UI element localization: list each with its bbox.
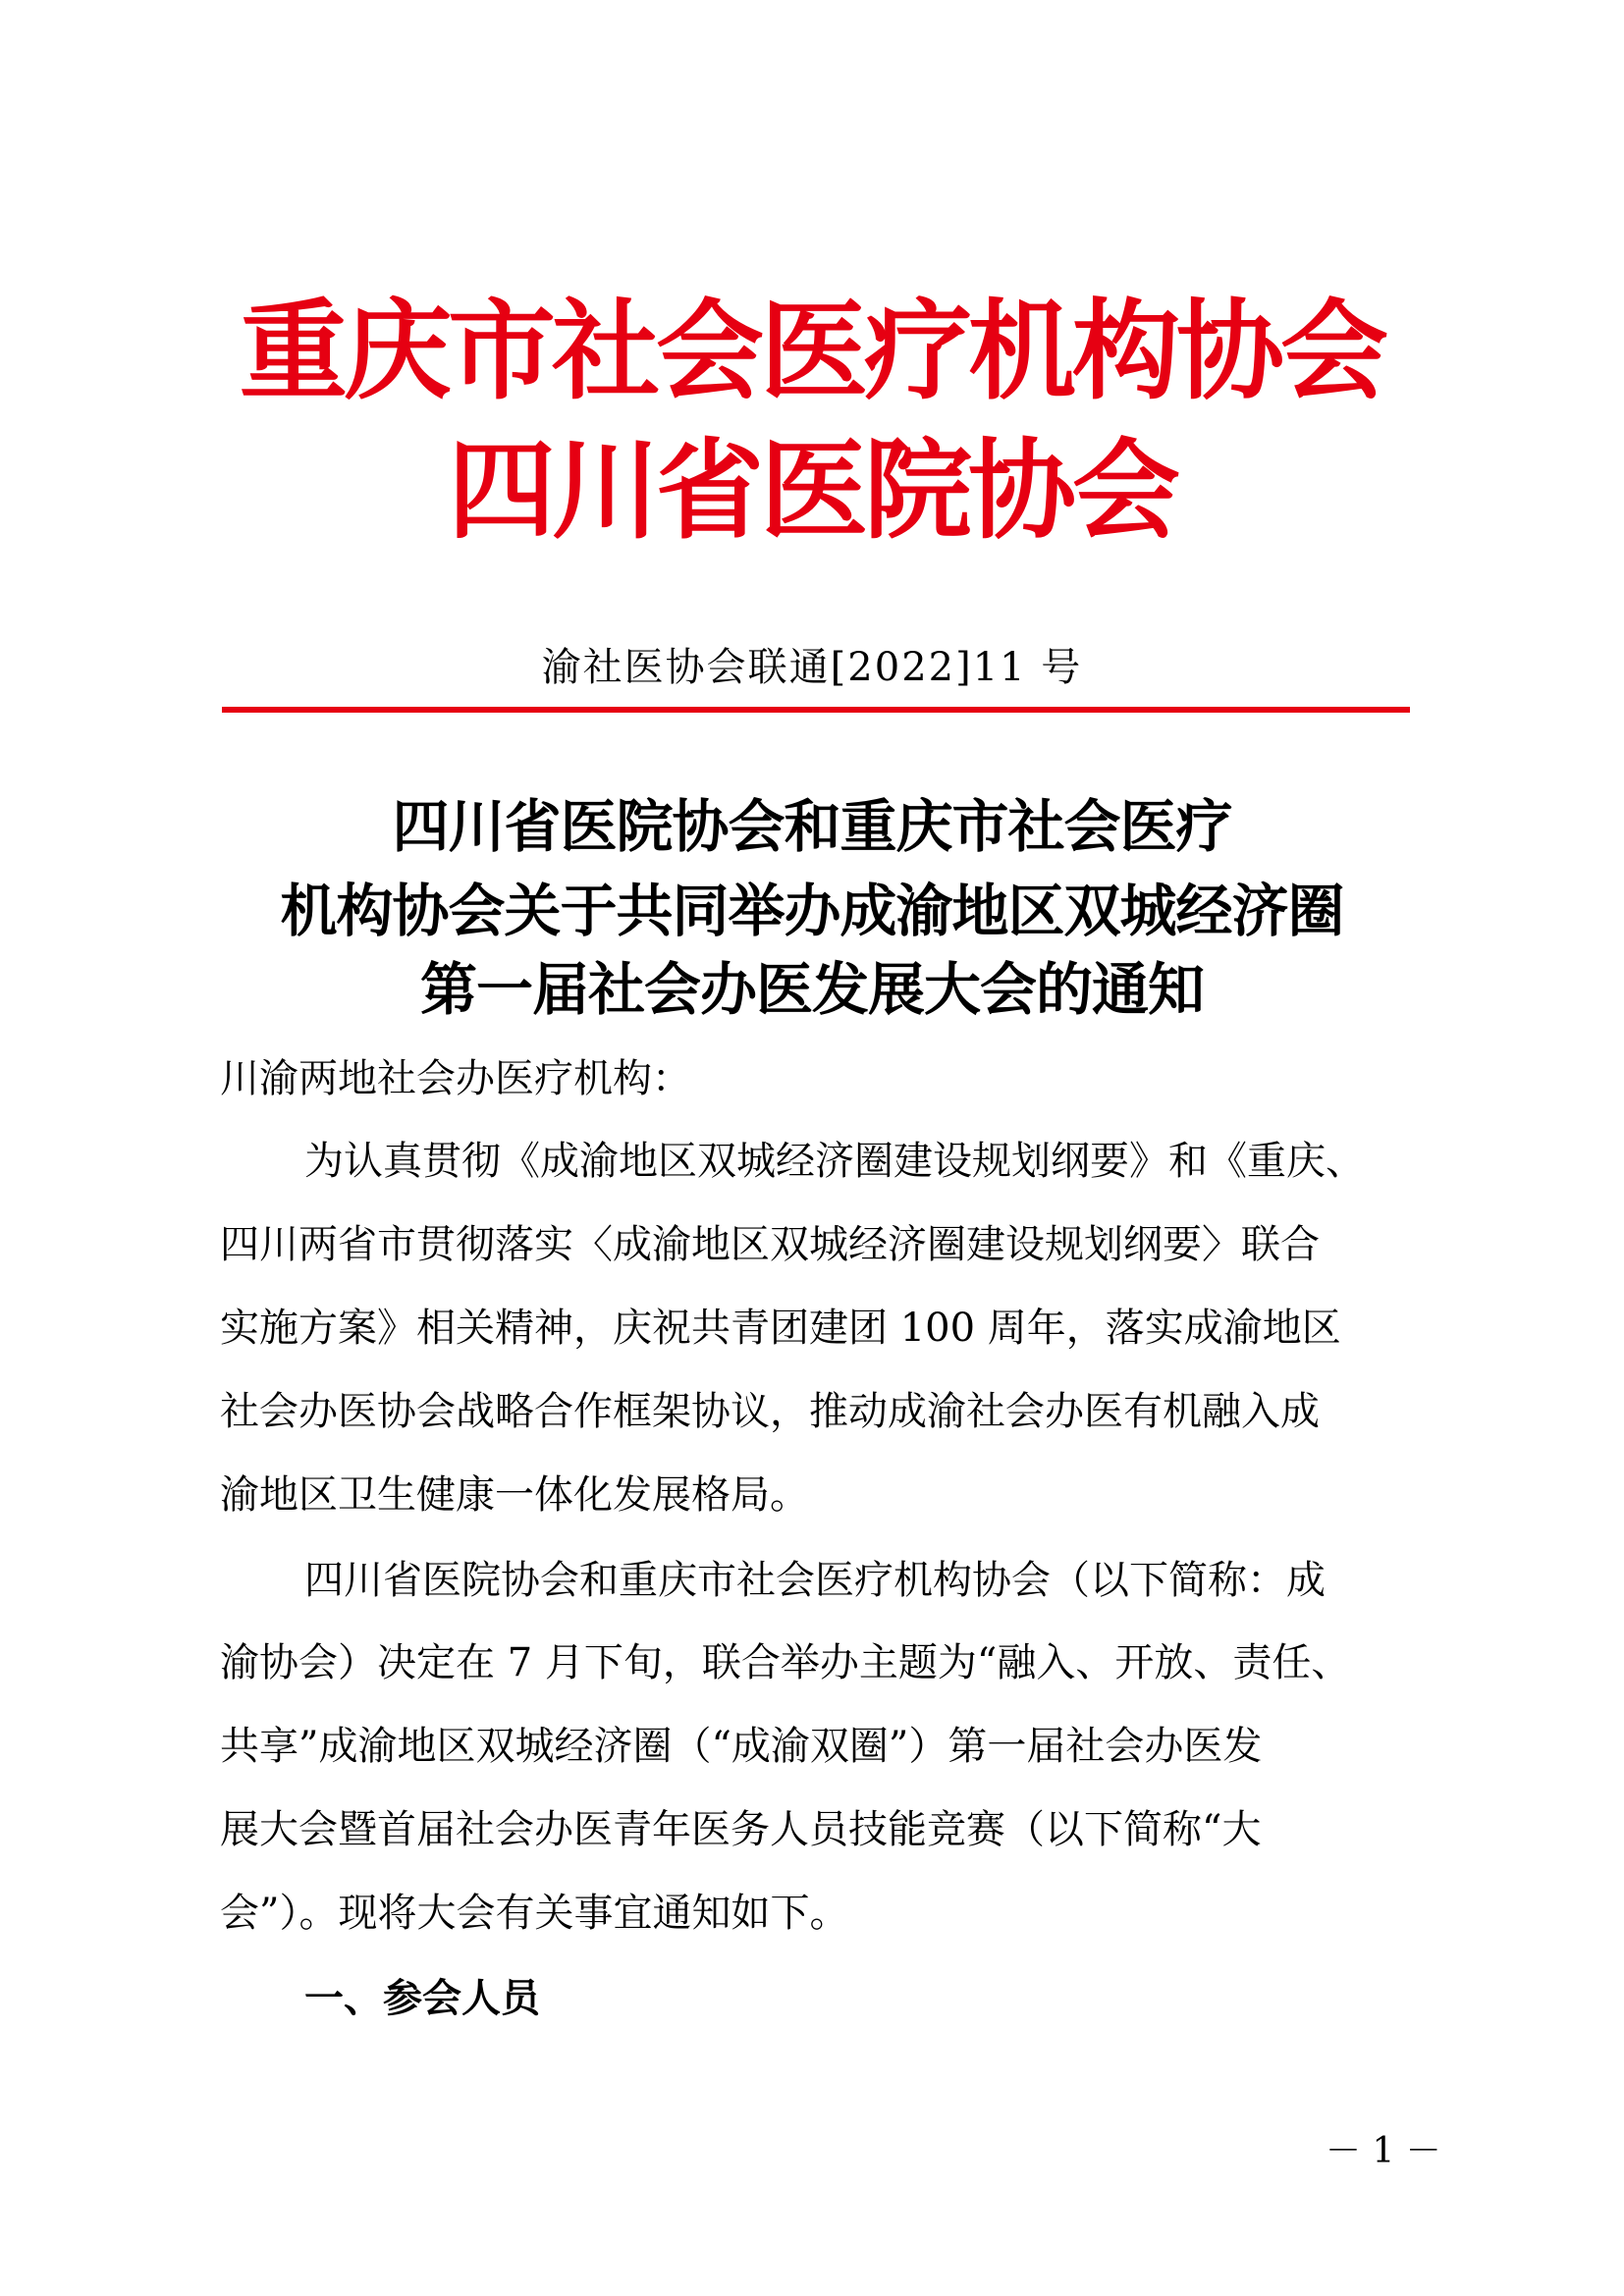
red-divider-line (222, 707, 1410, 713)
paragraph-2-line: 展大会暨首届社会办医青年医务人员技能竞赛（以下简称“大 (220, 1807, 1262, 1852)
paragraph-1-line: 为认真贯彻《成渝地区双城经济圈建设规划纲要》和《重庆、 (304, 1139, 1365, 1184)
document-number: 渝社医协会联通[2022]11 号 (541, 645, 1083, 690)
paragraph-2-line: 渝协会）决定在 7 月下旬，联合举办主题为“融入、开放、责任、 (220, 1640, 1351, 1685)
notice-title-line-3: 第一届社会办医发展大会的通知 (419, 956, 1204, 1023)
paragraph-2-line: 共享”成渝地区双城经济圈（“成渝双圈”）第一届社会办医发 (220, 1724, 1263, 1769)
section-1-heading: 一、参会人员 (304, 1976, 540, 2021)
salutation: 川渝两地社会办医疗机构： (220, 1056, 691, 1101)
paragraph-1-line: 渝地区卫生健康一体化发展格局。 (220, 1472, 809, 1518)
paragraph-2-line: 四川省医院协会和重庆市社会医疗机构协会（以下简称：成 (304, 1558, 1326, 1603)
paragraph-1-line: 实施方案》相关精神，庆祝共青团建团 100 周年，落实成渝地区 (220, 1306, 1341, 1351)
paragraph-1-line: 四川两省市贯彻落实〈成渝地区双城经济圈建设规划纲要〉联合 (220, 1222, 1320, 1267)
paragraph-1-line: 社会办医协会战略合作框架协议，推动成渝社会办医有机融入成 (220, 1389, 1320, 1434)
paragraph-2-line: 会”）。现将大会有关事宜通知如下。 (220, 1891, 849, 1936)
issuer-name-sichuan: 四川省医院协会 (448, 428, 1176, 554)
notice-title-line-1: 四川省医院协会和重庆市社会医疗 (392, 793, 1232, 860)
page-number: － 1 － (1326, 2131, 1441, 2171)
issuer-name-chongqing: 重庆市社会医疗机构协会 (240, 289, 1384, 414)
notice-title-line-2: 机构协会关于共同举办成渝地区双城经济圈 (280, 878, 1344, 944)
